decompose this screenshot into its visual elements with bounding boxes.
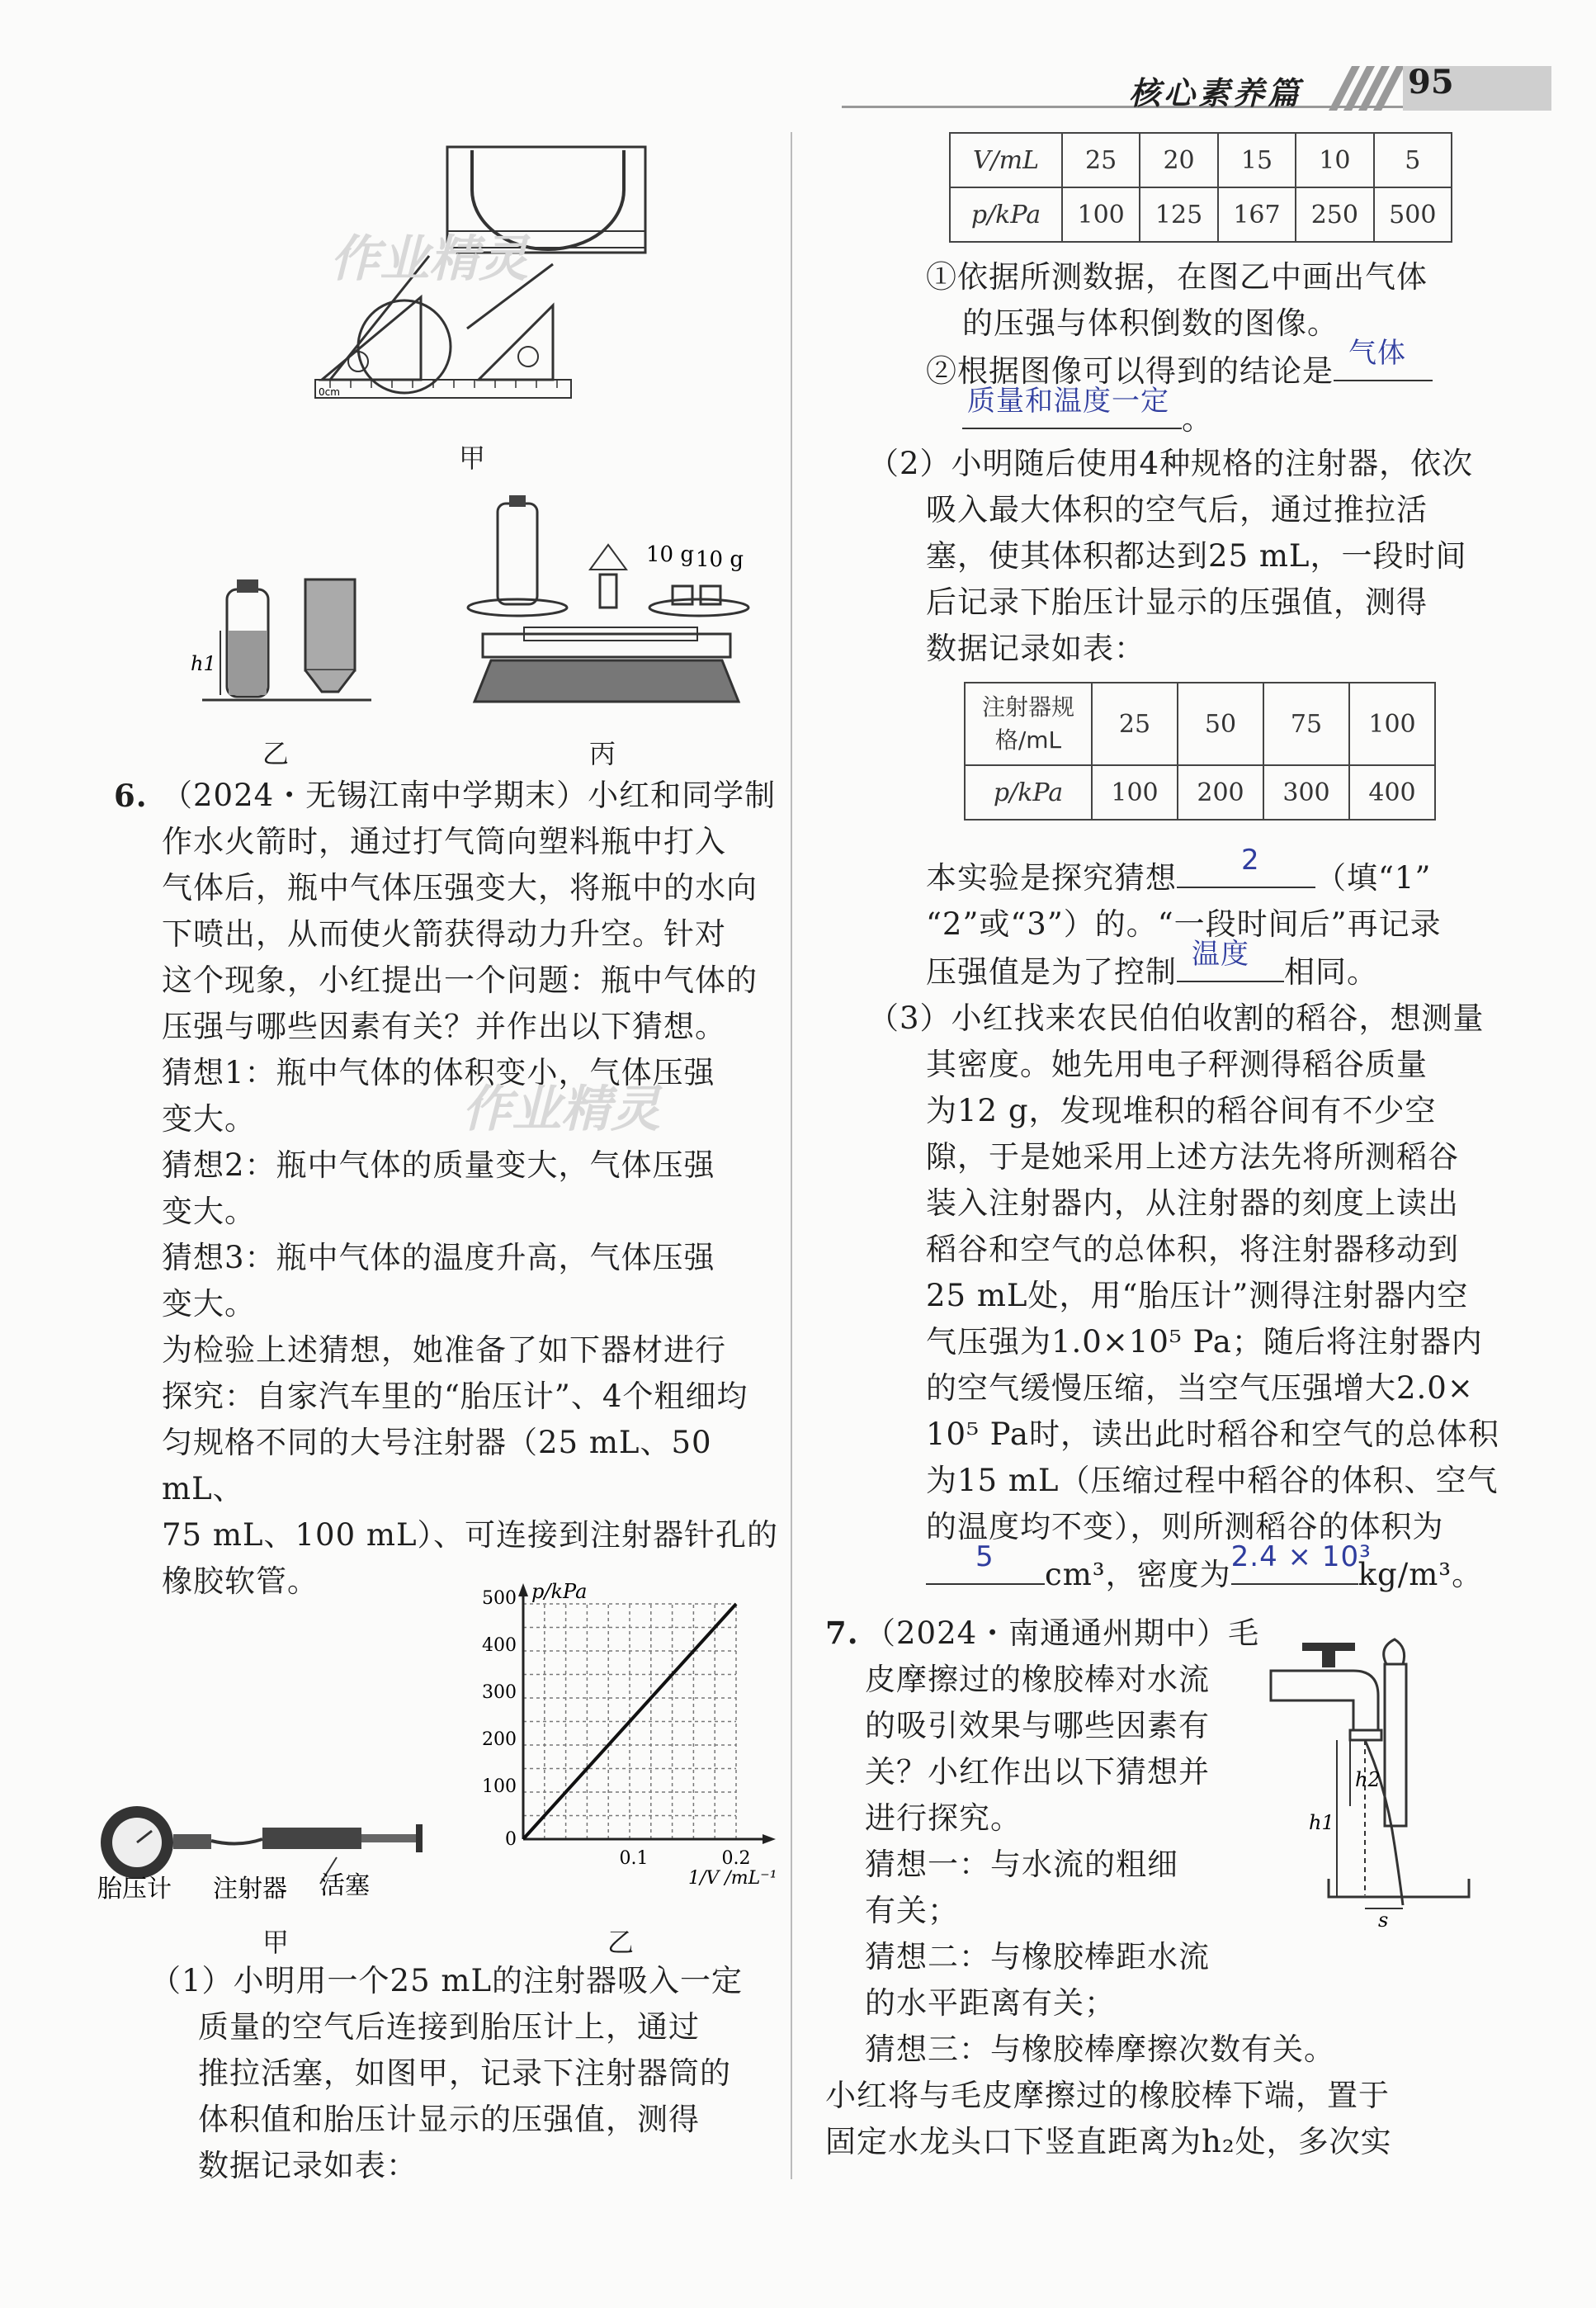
q6-part3 (868, 996, 1578, 1598)
graph-p-vs-inverse-v (462, 1578, 784, 1900)
ytick-400: 400 (482, 1635, 517, 1656)
q6-line-11: 变大。 (162, 1286, 256, 1322)
page-number: 95 (1408, 63, 1454, 102)
p3-unit-1: cm³，密度为 (1045, 1557, 1231, 1592)
q7-number: 7. (825, 1615, 859, 1651)
caption-bing: 丙 (589, 738, 616, 769)
q6-line-3: 下喷出，从而使火箭获得动力升空。针对 (162, 916, 726, 952)
q6-line-9: 变大。 (162, 1194, 256, 1229)
table1-header-p: p/kPa (950, 187, 1062, 242)
q7-line-2: 的吸引效果与哪些因素有 (865, 1708, 1210, 1743)
p1-line-2: 推拉活塞，如图甲，记录下注射器筒的 (198, 2055, 731, 2091)
q6-line-13: 探究：自家汽车里的“胎压计”、4个粗细均 (162, 1379, 748, 1414)
p3-line-2: 为12 g，发现堆积的稻谷间有不少空 (926, 1093, 1437, 1128)
q7-line-6: 有关； (865, 1893, 959, 1928)
p1-line-1: 质量的空气后连接到胎压计上，通过 (198, 2009, 700, 2045)
p3-line-4: 装入注射器内，从注射器的刻度上读出 (926, 1185, 1459, 1221)
figure-gauge-syringe (97, 1791, 469, 1915)
p2-text-b: （填“1” (1315, 860, 1432, 896)
ytick-0: 0 (505, 1829, 517, 1850)
p3-line-1: 其密度。她先用电子秤测得稻谷质量 (926, 1047, 1428, 1082)
q6-line-2: 气体后，瓶中气体压强变大，将瓶中的水向 (162, 870, 758, 906)
figure-bing-balance (458, 495, 755, 718)
p2-answer-2: 温度 (1192, 938, 1249, 971)
p1-q2-blank-b (962, 385, 1182, 429)
p2-answer-1: 2 (1241, 844, 1260, 877)
p1-q1-line-1: 的压强与体积倒数的图像。 (962, 305, 1339, 341)
q6-line-0: 小红和同学制 (588, 778, 777, 813)
p1-q2-period: 。 (1182, 401, 1213, 437)
table2-header-size (965, 683, 1092, 765)
y-axis-label: p/kPa (531, 1580, 588, 1603)
p1-line-4: 数据记录如表： (198, 2148, 418, 2183)
watermark-middle: 作业精灵 (462, 1081, 660, 1138)
p3-line-5: 稻谷和空气的总体积，将注射器移动到 (926, 1232, 1459, 1267)
q6-line-8: 猜想2：瓶中气体的质量变大，气体压强 (162, 1147, 715, 1183)
p3-line-7: 气压强为1.0×10⁵ Pa；随后将注射器内 (926, 1324, 1483, 1360)
p2-text-a: 本实验是探究猜想 (926, 860, 1177, 896)
p2-line-2: 塞，使其体积都达到25 mL，一段时间 (926, 538, 1467, 574)
p1-q2-blank-a (1334, 337, 1433, 381)
xtick-0.1: 0.1 (619, 1848, 649, 1869)
gauge-label: 胎压计 (97, 1875, 172, 1904)
caption-yi-bottom: 乙 (607, 1927, 635, 1958)
p3-line-11: 的温度均不变），则所测稻谷的体积为 (926, 1509, 1444, 1544)
p3-blank-1 (926, 1540, 1045, 1585)
q7-line-1: 皮摩擦过的橡胶棒对水流 (865, 1662, 1210, 1697)
figure-yi-bottles (186, 561, 375, 718)
p2-text-d: 压强值是为了控制 (926, 954, 1177, 990)
table2-size-3: 100 (1349, 683, 1435, 765)
p1-line-0: （1）小明用一个25 mL的注射器吸入一定 (150, 1963, 744, 1998)
caption-yi-top: 乙 (262, 738, 290, 769)
q6-line-14: 匀规格不同的大号注射器（25 mL、50 mL、 (162, 1425, 712, 1506)
q7-line-10: 小红将与毛皮摩擦过的橡胶棒下端，置于 (825, 2078, 1390, 2113)
q7-line-7: 猜想二：与橡胶棒距水流 (865, 1939, 1210, 1975)
table2-size-0: 25 (1092, 683, 1178, 765)
p1-q2-answer-b: 质量和温度一定 (967, 385, 1169, 418)
p2-line-3: 后记录下胎压计显示的压强值，测得 (926, 584, 1428, 620)
q7-line-3: 关？小红作出以下猜想并 (865, 1754, 1210, 1790)
table2-header-p: p/kPa (965, 765, 1092, 820)
q6-part1 (150, 1958, 777, 2189)
p2-text-e: 相同。 (1284, 954, 1378, 990)
xtick-0.2: 0.2 (721, 1848, 751, 1869)
s-label: s (1378, 1908, 1389, 1928)
q6-block (114, 773, 782, 1605)
table1-p-0: 100 (1062, 187, 1140, 242)
table1-p-2: 167 (1218, 187, 1296, 242)
table2-p-0: 100 (1092, 765, 1178, 820)
x-axis-label: 1/V /mL⁻¹ (688, 1868, 777, 1889)
p3-unit-2: kg/m³。 (1358, 1557, 1484, 1592)
q6-line-7: 变大。 (162, 1101, 256, 1137)
table2-size-2: 75 (1263, 683, 1349, 765)
syringe-label: 注射器 (213, 1875, 287, 1904)
watermark-top: 作业精灵 (330, 230, 528, 288)
h2-label: h2 (1355, 1768, 1381, 1791)
p3-line-10: 为15 mL（压缩过程中稻谷的体积、空气 (926, 1463, 1499, 1498)
p3-blank-2 (1230, 1540, 1372, 1585)
column-divider (791, 132, 792, 2179)
p2-line-0: （2）小明随后使用4种规格的注射器，依次 (868, 446, 1474, 481)
p2-line-1: 吸入最大体积的空气后，通过推拉活 (926, 492, 1428, 527)
ytick-200: 200 (482, 1729, 517, 1750)
p2-blank-2 (1177, 938, 1284, 982)
plunger-label: 活塞 (320, 1871, 370, 1900)
q7-line-8: 的水平距离有关； (865, 1985, 1116, 2021)
q7-line-9: 猜想三：与橡胶棒摩擦次数有关。 (865, 2031, 1335, 2067)
caption-jia-top: 甲 (459, 442, 486, 474)
table2-p-3: 400 (1349, 765, 1435, 820)
h1-label-yi: h1 (191, 652, 216, 675)
p3-line-9: 10⁵ Pa时，读出此时稻谷和空气的总体积 (926, 1416, 1499, 1452)
q6-line-10: 猜想3：瓶中气体的温度升高，气体压强 (162, 1240, 715, 1275)
p3-answer-2: 2.4 × 10³ (1230, 1540, 1372, 1573)
table1-p-1: 125 (1140, 187, 1217, 242)
q7-line-0: （2024・南通通州期中）毛 (865, 1615, 1260, 1651)
part1-subquestions (926, 254, 1570, 442)
table2-header-a: 注射器规 (981, 693, 1074, 721)
p1-q2-answer-a: 气体 (1348, 337, 1406, 370)
q6-line-1: 作水火箭时，通过打气筒向塑料瓶中打入 (162, 824, 726, 859)
figure-faucet (1263, 1631, 1485, 1928)
table-v-p (949, 132, 1452, 243)
q6-line-16: 橡胶软管。 (162, 1563, 319, 1599)
q6-source: （2024・无锡江南中学期末） (162, 778, 588, 813)
table1-header-v: V/mL (950, 133, 1062, 187)
table1-v-1: 20 (1140, 133, 1217, 187)
table2-p-1: 200 (1178, 765, 1263, 820)
table2-p-2: 300 (1263, 765, 1349, 820)
q7-line-5: 猜想一：与水流的粗细 (865, 1847, 1178, 1882)
header-section-title: 核心素养篇 (1129, 74, 1303, 111)
q6-line-15: 75 mL、100 mL）、可连接到注射器针孔的 (162, 1517, 779, 1553)
p2-line-4: 数据记录如表： (926, 631, 1145, 666)
p3-line-0: （3）小红找来农民伯伯收割的稻谷，想测量 (868, 1000, 1485, 1036)
p1-q1-line-0: ①依据所测数据，在图乙中画出气体 (926, 259, 1428, 295)
p1-line-3: 体积值和胎压计显示的压强值，测得 (198, 2102, 700, 2137)
q6-line-4: 这个现象，小红提出一个问题：瓶中气体的 (162, 962, 758, 998)
q7-line-11: 固定水龙头口下竖直距离为h₂处，多次实 (825, 2124, 1392, 2159)
part2-answers (926, 844, 1578, 996)
table1-v-4: 5 (1374, 133, 1452, 187)
table2-size-1: 50 (1178, 683, 1263, 765)
q6-line-12: 为检验上述猜想，她准备了如下器材进行 (162, 1332, 726, 1368)
ytick-300: 300 (482, 1682, 517, 1703)
weight1-label: 10 g (646, 542, 694, 567)
q6-part2 (868, 441, 1578, 672)
q6-number: 6. (114, 778, 148, 814)
q7-line-4: 进行探究。 (865, 1800, 1022, 1836)
table1-v-0: 25 (1062, 133, 1140, 187)
h1-label-q7: h1 (1309, 1811, 1334, 1834)
table2-header-b: 格/mL (994, 726, 1062, 754)
ruler-zero-label: 0cm (319, 386, 340, 398)
p2-text-c: “2”或“3”）的。“一段时间后”再记录 (926, 906, 1442, 942)
p3-line-6: 25 mL处，用“胎压计”测得注射器内空 (926, 1278, 1469, 1313)
caption-jia-bottom: 甲 (262, 1927, 290, 1958)
table1-p-3: 250 (1296, 187, 1373, 242)
table1-v-2: 15 (1218, 133, 1296, 187)
ytick-500: 500 (482, 1588, 517, 1609)
p3-line-3: 隙，于是她采用上述方法先将所测稻谷 (926, 1139, 1459, 1175)
weight2-label: 10 g (696, 547, 744, 572)
table1-v-3: 10 (1296, 133, 1373, 187)
table-syringe-p (964, 682, 1436, 821)
q6-line-6: 猜想1：瓶中气体的体积变小，气体压强 (162, 1055, 715, 1090)
p3-line-8: 的空气缓慢压缩，当空气压强增大2.0× (926, 1370, 1474, 1406)
p3-answer-1: 5 (975, 1540, 994, 1573)
p1-q2-text: ②根据图像可以得到的结论是 (926, 353, 1334, 389)
ytick-100: 100 (482, 1776, 517, 1797)
table1-p-4: 500 (1374, 187, 1452, 242)
q6-line-5: 压强与哪些因素有关？并作出以下猜想。 (162, 1009, 726, 1044)
p2-blank-1 (1177, 844, 1315, 888)
